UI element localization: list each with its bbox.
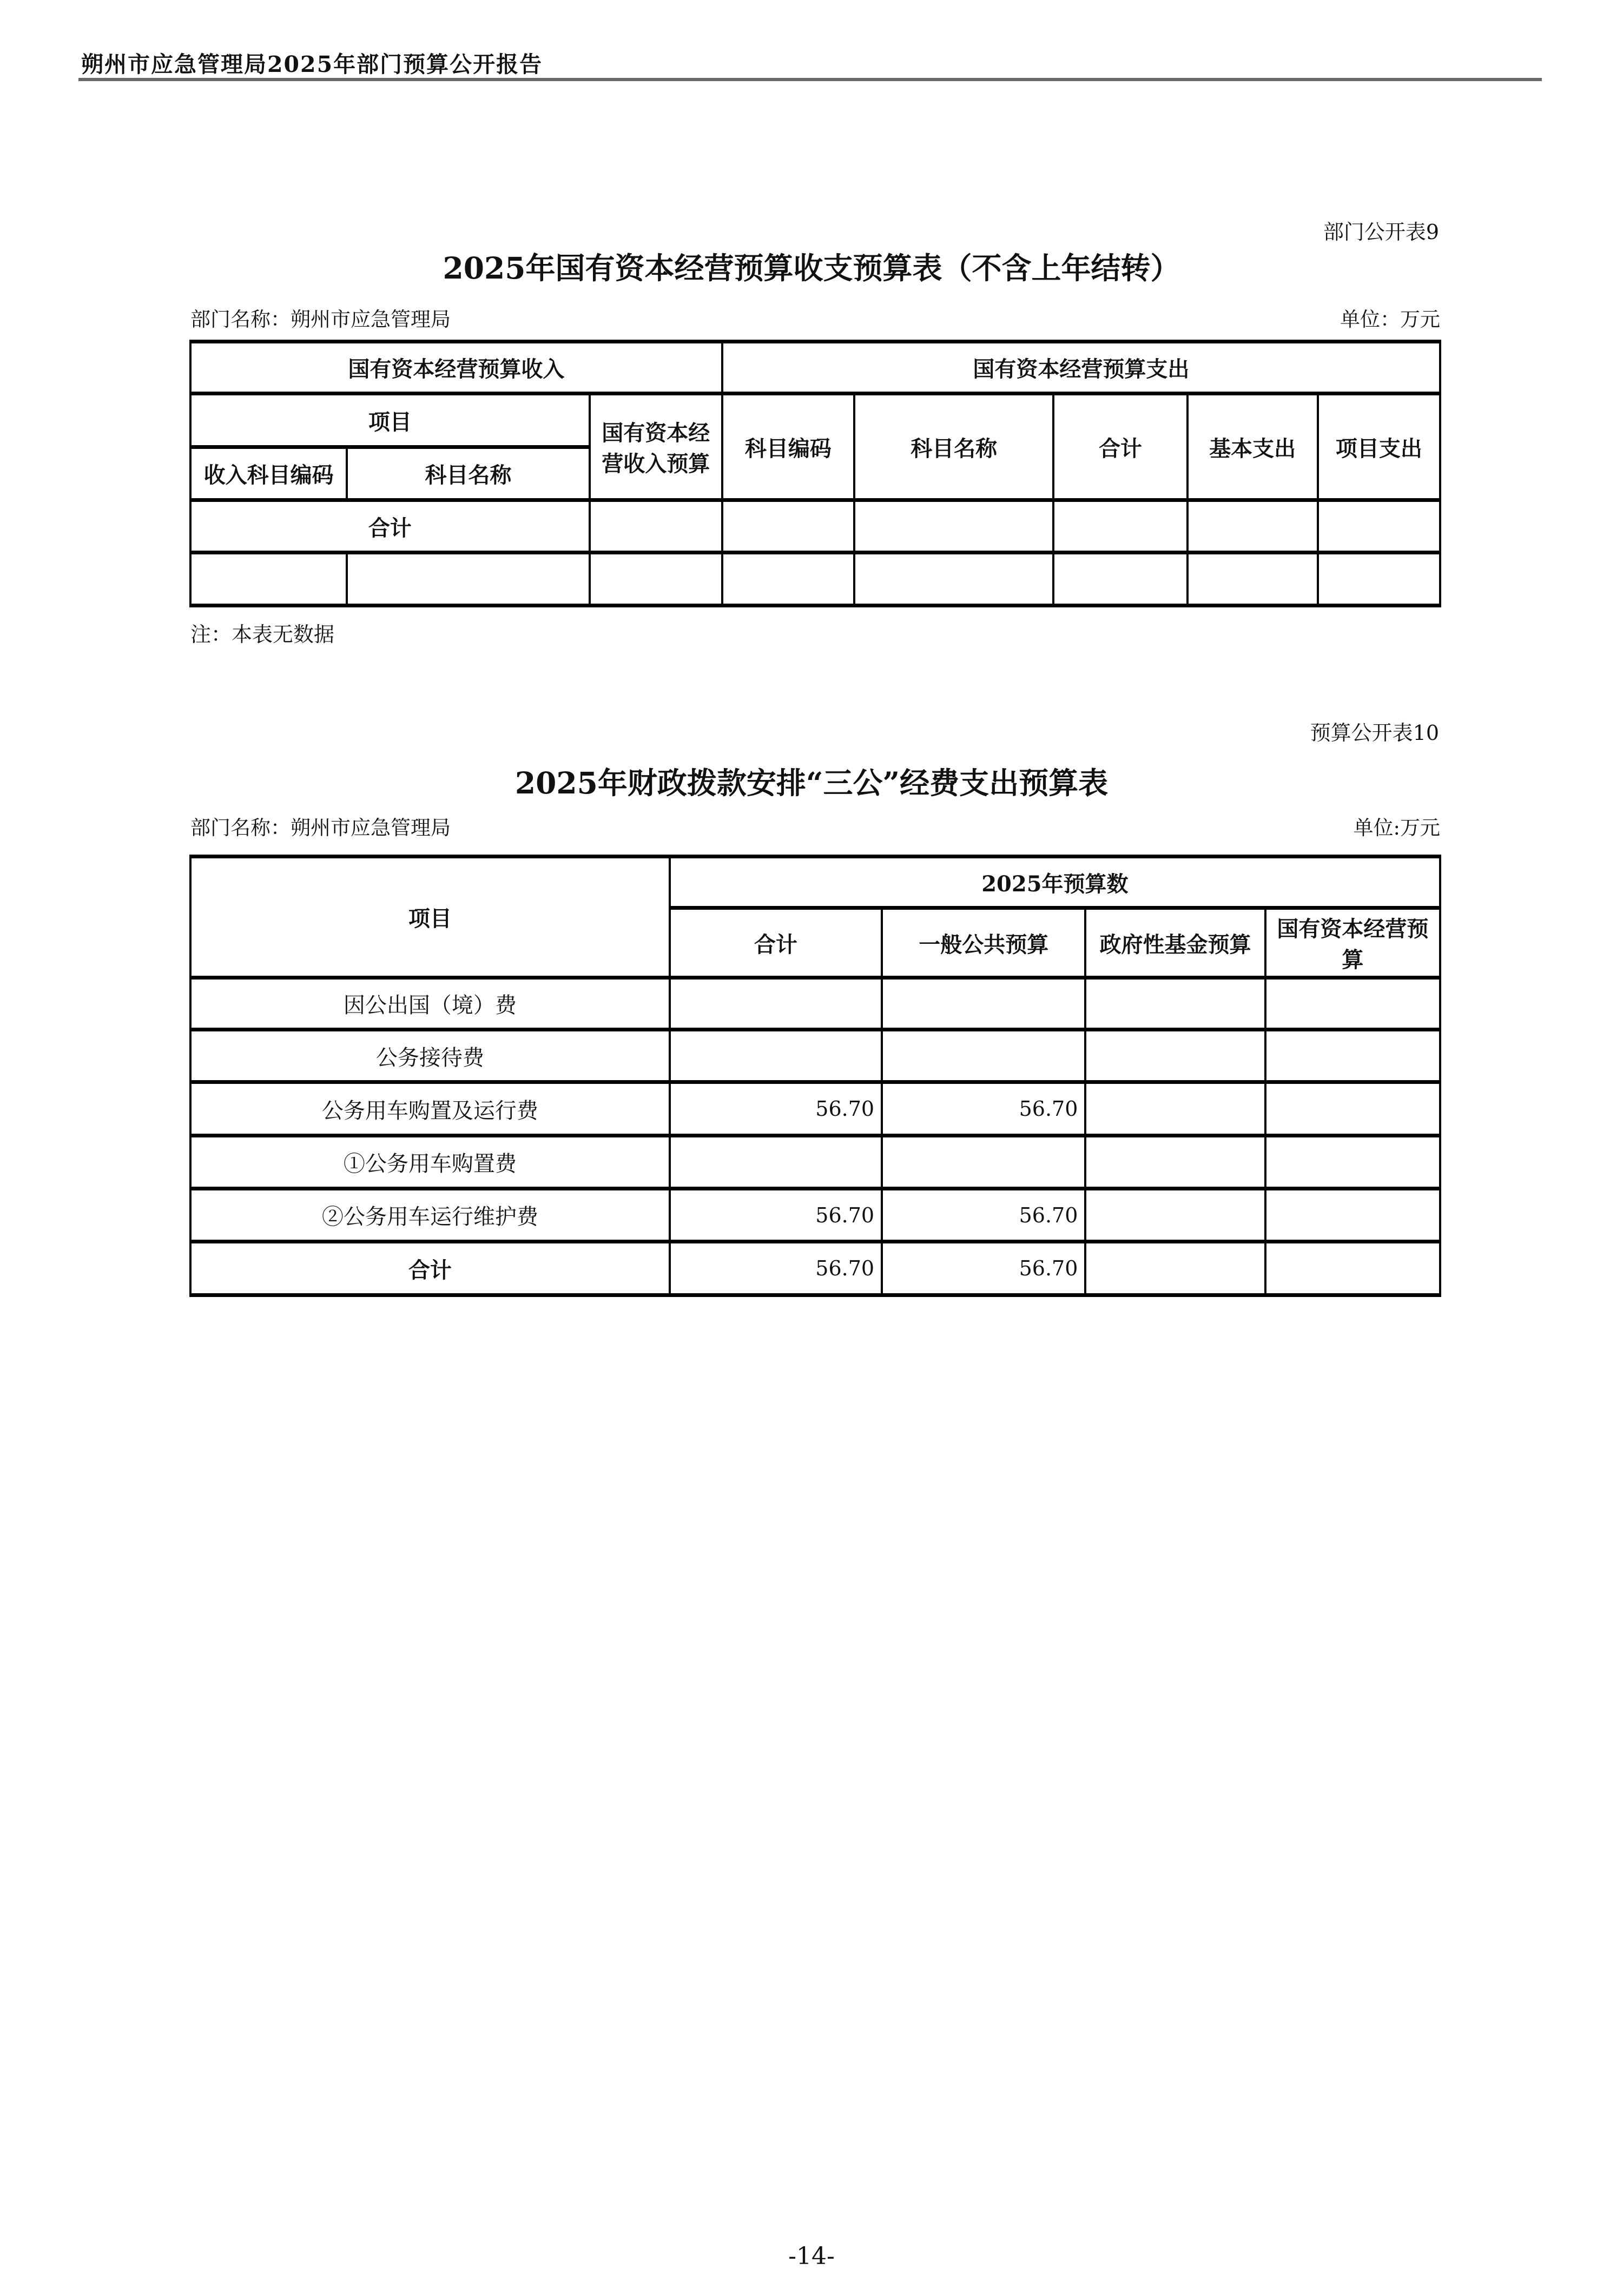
empty-cell [590,553,722,606]
total-value: 56.70 [670,1242,882,1295]
table9-meta-row [190,303,1440,332]
expense-name-header: 科目名称 [854,394,1053,500]
empty-cell [1187,500,1318,553]
table-row [190,1082,1440,1136]
empty-cell [1053,553,1187,606]
total-value: 56.70 [670,1082,882,1136]
row-label: 因公出国（境）费 [190,978,670,1030]
gov-fund-value [1085,1242,1265,1295]
table10-label: 预算公开表10 [1310,721,1439,745]
expense-basic-header: 基本支出 [1187,394,1318,500]
total-value [670,1030,882,1082]
empty-cell [347,553,589,606]
table-row [190,857,1440,908]
expense-section-header: 国有资本经营预算支出 [722,342,1440,394]
expense-project-header: 项目支出 [1318,394,1440,500]
general-budget-value [882,1136,1085,1189]
table9-unit-label: 单位：万元 [1340,308,1440,331]
empty-cell [1187,553,1318,606]
total-row-label: 合计 [190,500,590,553]
state-capital-value [1265,1136,1440,1189]
table10-meta-row [190,811,1440,841]
row-label: 公务用车购置及运行费 [190,1082,670,1136]
table10-unit-label: 单位:万元 [1353,816,1440,839]
general-budget-value [882,1030,1085,1082]
state-capital-value [1265,1189,1440,1242]
total-row-label: 合计 [190,1242,670,1295]
income-name-header: 科目名称 [347,447,589,500]
state-capital-budget-table [189,340,1441,607]
table10-department-name: 部门名称：朔州市应急管理局 [190,816,451,839]
total-column-header: 合计 [670,908,882,978]
page-header-title: 朔州市应急管理局2025年部门预算公开报告 [81,51,543,77]
empty-cell [1053,500,1187,553]
header-divider [78,78,1542,81]
table-row [190,342,1440,394]
table9-note: 注：本表无数据 [190,623,335,646]
table10-title: 2025年财政拨款安排“三公”经费支出预算表 [514,765,1109,800]
expense-total-header: 合计 [1053,394,1187,500]
empty-cell [722,553,854,606]
state-capital-column-header: 国有资本经营预算 [1265,908,1440,978]
table-row [190,1242,1440,1295]
table-row [190,553,1440,606]
table9-title: 2025年国有资本经营预算收支预算表（不含上年结转） [443,250,1180,286]
income-budget-header: 国有资本经营收入预算 [590,394,722,500]
total-value [670,1136,882,1189]
gov-fund-value [1085,978,1265,1030]
empty-cell [1318,553,1440,606]
empty-cell [190,553,347,606]
gov-fund-value [1085,1030,1265,1082]
table-row [190,978,1440,1030]
year-budget-group-header: 2025年预算数 [670,857,1440,908]
income-section-header: 国有资本经营预算收入 [190,342,722,394]
row-label: ②公务用车运行维护费 [190,1189,670,1242]
project-header: 项目 [190,394,590,447]
page-number: -14- [788,2242,835,2270]
total-value [670,978,882,1030]
general-budget-value: 56.70 [882,1242,1085,1295]
gov-fund-value [1085,1136,1265,1189]
three-public-expenses-table [189,855,1441,1297]
row-label: ①公务用车购置费 [190,1136,670,1189]
empty-cell [1318,500,1440,553]
state-capital-value [1265,1030,1440,1082]
income-code-header: 收入科目编码 [190,447,347,500]
gov-fund-value [1085,1082,1265,1136]
state-capital-value [1265,978,1440,1030]
general-budget-value: 56.70 [882,1189,1085,1242]
state-capital-value [1265,1242,1440,1295]
table-row [190,394,1440,447]
table9-department-name: 部门名称：朔州市应急管理局 [190,308,451,331]
table9-label: 部门公开表9 [1323,220,1439,244]
empty-cell [854,553,1053,606]
state-capital-value [1265,1082,1440,1136]
table-row [190,1136,1440,1189]
expense-code-header: 科目编码 [722,394,854,500]
empty-cell [590,500,722,553]
empty-cell [854,500,1053,553]
table-row [190,1189,1440,1242]
table-row [190,500,1440,553]
table-row [190,1030,1440,1082]
gov-fund-value [1085,1189,1265,1242]
gov-fund-column-header: 政府性基金预算 [1085,908,1265,978]
project-column-header: 项目 [190,857,670,978]
general-budget-column-header: 一般公共预算 [882,908,1085,978]
row-label: 公务接待费 [190,1030,670,1082]
general-budget-value: 56.70 [882,1082,1085,1136]
general-budget-value [882,978,1085,1030]
total-value: 56.70 [670,1189,882,1242]
empty-cell [722,500,854,553]
